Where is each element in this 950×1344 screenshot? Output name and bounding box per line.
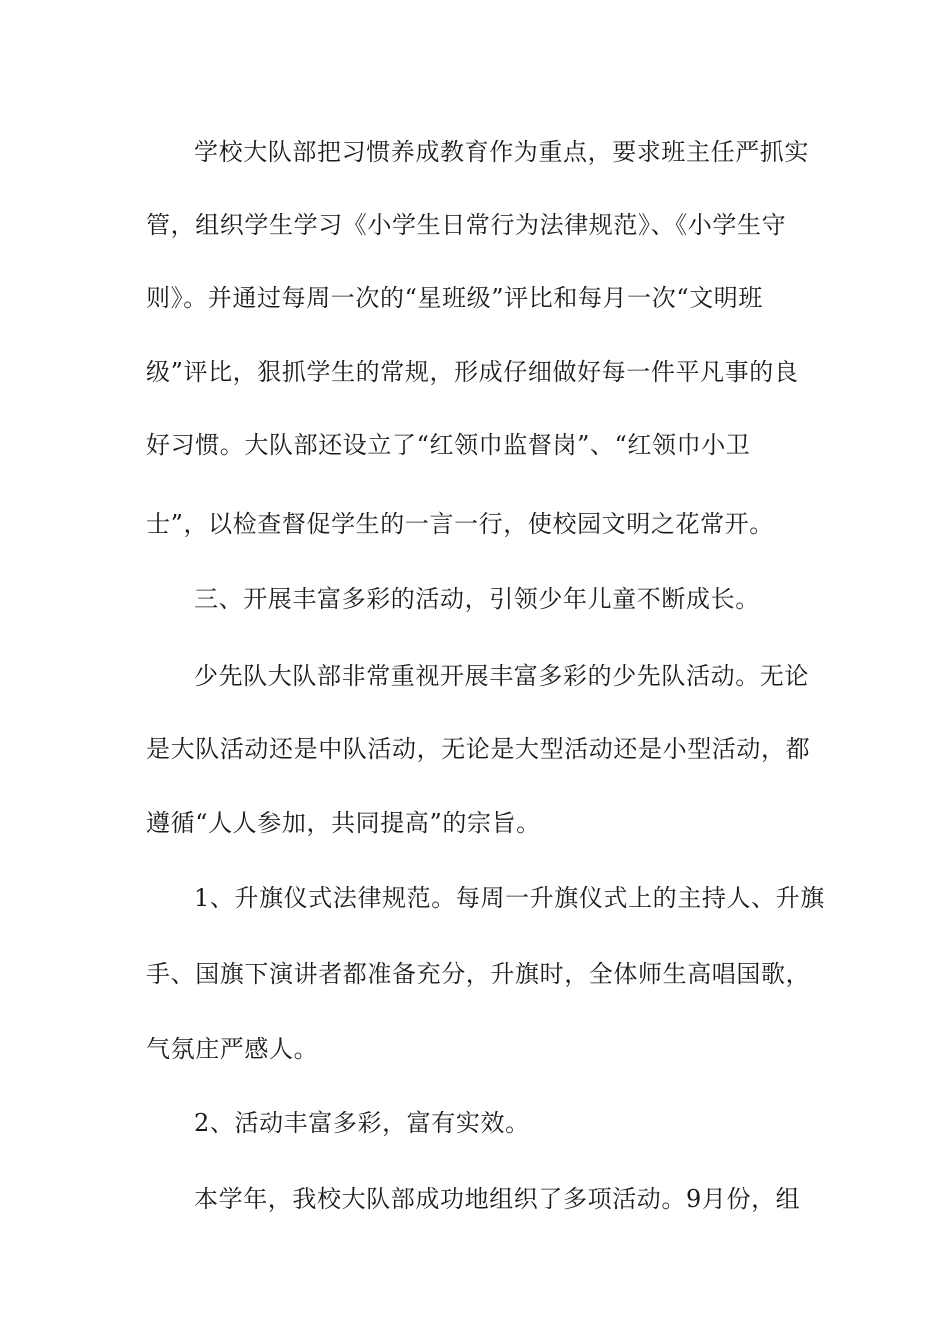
text-line: 士”，以检查督促学生的一言一行，使校园文明之花常开。 — [146, 510, 774, 538]
text-line: 手、国旗下演讲者都准备充分，升旗时，全体师生高唱国歌， — [146, 960, 811, 988]
text-line: 气氛庄严感人。 — [146, 1035, 319, 1063]
section-heading: 三、开展丰富多彩的活动，引领少年儿童不断成长。 — [194, 585, 760, 613]
text-line: 学校大队部把习惯养成教育作为重点，要求班主任严抓实 — [194, 138, 809, 166]
text-line: 好习惯。大队部还设立了“红领巾监督岗”、“红领巾小卫 — [146, 431, 751, 459]
text-line: 是大队活动还是中队活动，无论是大型活动还是小型活动，都 — [146, 735, 811, 763]
text-line: 级”评比，狠抓学生的常规，形成仔细做好每一件平凡事的良 — [146, 358, 799, 386]
text-line: 2、活动丰富多彩，富有实效。 — [194, 1109, 530, 1137]
text-line: 管，组织学生学习《小学生日常行为法律规范》、《小学生守 — [146, 211, 787, 239]
text-line: 遵循“人人参加，共同提高”的宗旨。 — [146, 809, 541, 837]
text-line: 少先队大队部非常重视开展丰富多彩的少先队活动。无论 — [194, 662, 809, 690]
text-line: 1、升旗仪式法律规范。每周一升旗仪式上的主持人、升旗 — [194, 884, 825, 912]
text-line: 则》。并通过每周一次的“星班级”评比和每月一次“文明班 — [146, 284, 764, 312]
text-line: 本学年，我校大队部成功地组织了多项活动。9月份，组 — [194, 1185, 801, 1213]
